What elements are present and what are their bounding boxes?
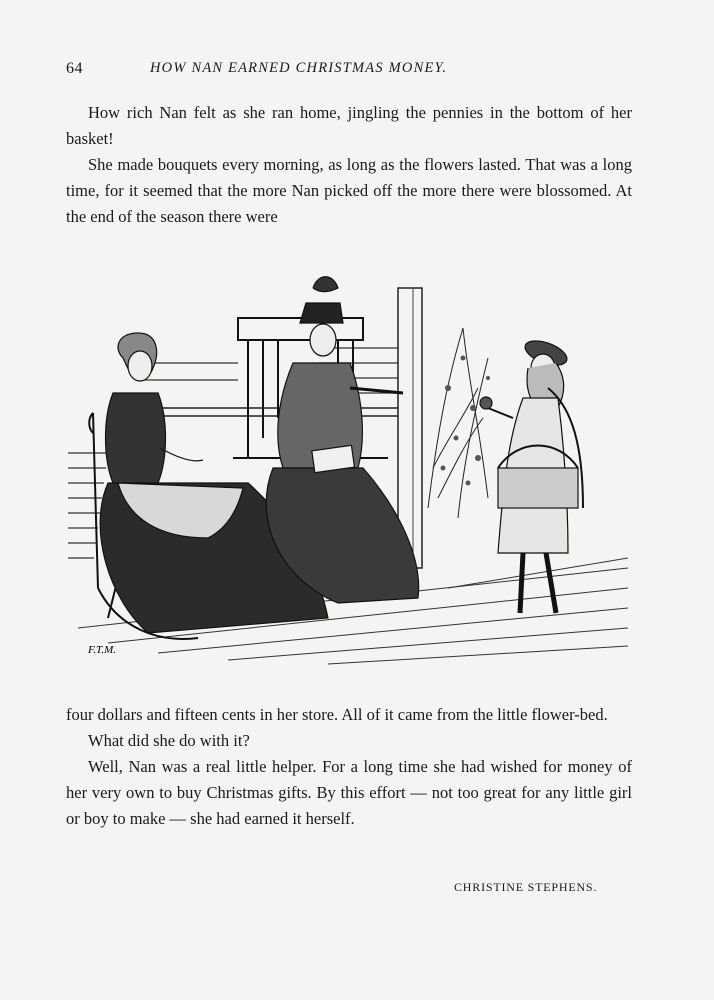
- text-block-top: [66, 100, 632, 230]
- paragraph: She made bouquets every morning, as long as the flowers lasted. That was a long time, for it seemed that the more Nan picked off the more there were blossomed. At the end of the season there were: [66, 155, 632, 226]
- paragraph: Well, Nan was a real little helper. For a long time she had wished for money of her very own to buy Christmas gifts. By this effort — not too great for any little girl or boy to make — she had earned it herself.: [66, 757, 632, 828]
- porch-scene-engraving: [68, 268, 638, 668]
- artist-monogram: F.T.M.: [88, 644, 117, 656]
- running-head: HOW NAN EARNED CHRISTMAS MONEY.: [150, 60, 448, 76]
- paragraph: How rich Nan felt as she ran home, jingling the pennies in the bottom of her basket!: [66, 103, 632, 148]
- page-header: [66, 60, 626, 86]
- author-signature: CHRISTINE STEPHENS.: [454, 880, 598, 894]
- paragraph: four dollars and fifteen cents in her store. All of it came from the little flower-bed.: [66, 705, 608, 724]
- paragraph: What did she do with it?: [88, 731, 250, 750]
- text-block-bottom: [66, 702, 632, 832]
- page-number: 64: [66, 60, 83, 77]
